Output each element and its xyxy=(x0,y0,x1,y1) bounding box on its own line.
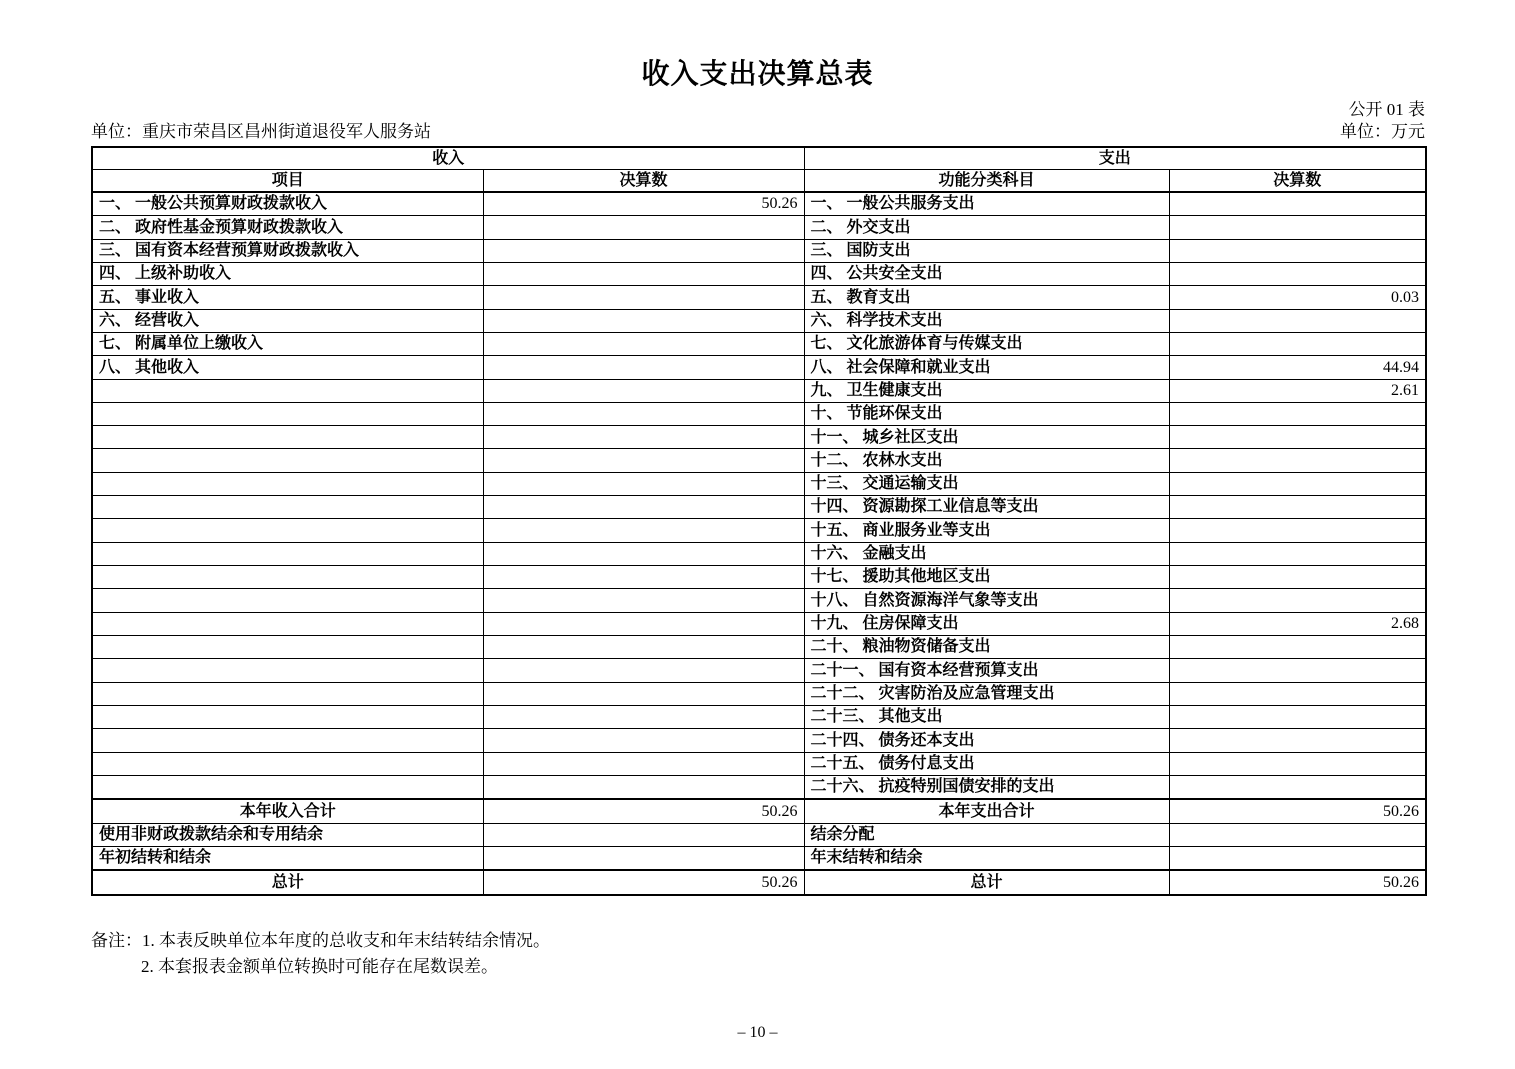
expense-summary-value: 50.26 xyxy=(1169,870,1426,895)
income-item-label xyxy=(92,752,483,775)
table-row xyxy=(92,216,1426,239)
expense-item-label: 六、 科学技术支出 xyxy=(804,309,1169,332)
expense-item-label: 十六、 金融支出 xyxy=(804,542,1169,565)
expense-item-label: 十七、 援助其他地区支出 xyxy=(804,566,1169,589)
expense-value xyxy=(1169,216,1426,239)
table-row xyxy=(92,589,1426,612)
expense-value: 2.61 xyxy=(1169,379,1426,402)
income-value xyxy=(483,752,804,775)
table-row xyxy=(92,332,1426,355)
expense-summary-value: 50.26 xyxy=(1169,799,1426,823)
expense-value xyxy=(1169,262,1426,285)
table-row xyxy=(92,682,1426,705)
income-item-label xyxy=(92,402,483,425)
column-header-item: 项目 xyxy=(92,170,483,193)
expense-item-label: 二十二、 灾害防治及应急管理支出 xyxy=(804,682,1169,705)
income-value xyxy=(483,216,804,239)
income-item-label xyxy=(92,589,483,612)
expense-item-label: 二、 外交支出 xyxy=(804,216,1169,239)
expense-section-header: 支出 xyxy=(804,147,1426,170)
income-value xyxy=(483,472,804,495)
income-value xyxy=(483,729,804,752)
expense-value xyxy=(1169,729,1426,752)
table-row xyxy=(92,752,1426,775)
expense-value xyxy=(1169,659,1426,682)
expense-item-label: 十一、 城乡社区支出 xyxy=(804,426,1169,449)
income-item-label xyxy=(92,705,483,728)
income-value xyxy=(483,589,804,612)
expense-item-label: 十、 节能环保支出 xyxy=(804,402,1169,425)
expense-summary-value xyxy=(1169,823,1426,846)
table-row xyxy=(92,705,1426,728)
income-item-label: 一、 一般公共预算财政拨款收入 xyxy=(92,192,483,216)
income-value xyxy=(483,542,804,565)
expense-item-label: 七、 文化旅游体育与传媒支出 xyxy=(804,332,1169,355)
income-value xyxy=(483,426,804,449)
income-item-label xyxy=(92,519,483,542)
unit-name-label: 单位：重庆市荣昌区昌州街道退役军人服务站 xyxy=(91,122,431,141)
expense-item-label: 十四、 资源勘探工业信息等支出 xyxy=(804,496,1169,519)
income-value: 50.26 xyxy=(483,192,804,216)
income-item-label xyxy=(92,542,483,565)
table-row xyxy=(92,496,1426,519)
expense-value xyxy=(1169,519,1426,542)
footnote-line-1: 备注：1. 本表反映单位本年度的总收支和年末结转结余情况。 xyxy=(91,931,550,950)
table-row xyxy=(92,309,1426,332)
expense-value xyxy=(1169,542,1426,565)
income-item-label xyxy=(92,659,483,682)
expense-value xyxy=(1169,752,1426,775)
expense-value xyxy=(1169,402,1426,425)
expense-item-label: 十八、 自然资源海洋气象等支出 xyxy=(804,589,1169,612)
income-item-label xyxy=(92,635,483,658)
expense-item-label: 八、 社会保障和就业支出 xyxy=(804,356,1169,379)
expense-item-label: 十五、 商业服务业等支出 xyxy=(804,519,1169,542)
expense-item-label: 二十、 粮油物资储备支出 xyxy=(804,635,1169,658)
footnotes xyxy=(91,928,550,980)
table-row xyxy=(92,659,1426,682)
expense-summary-label: 结余分配 xyxy=(804,823,1169,846)
expense-item-label: 二十三、 其他支出 xyxy=(804,705,1169,728)
table-summary-row xyxy=(92,846,1426,870)
income-section-header: 收入 xyxy=(92,147,804,170)
expense-item-label: 九、 卫生健康支出 xyxy=(804,379,1169,402)
income-item-label xyxy=(92,472,483,495)
expense-item-label: 一、 一般公共服务支出 xyxy=(804,192,1169,216)
expense-value xyxy=(1169,426,1426,449)
income-value xyxy=(483,332,804,355)
income-summary-label: 本年收入合计 xyxy=(92,799,483,823)
income-value xyxy=(483,612,804,635)
table-code-label: 公开 01 表 xyxy=(1348,100,1425,119)
expense-value xyxy=(1169,472,1426,495)
expense-summary-label: 总计 xyxy=(804,870,1169,895)
unit-info-row xyxy=(91,117,1425,142)
expense-value xyxy=(1169,705,1426,728)
page-number: – 10 – xyxy=(737,1024,778,1041)
income-item-label xyxy=(92,612,483,635)
expense-value xyxy=(1169,682,1426,705)
income-item-label xyxy=(92,682,483,705)
income-value xyxy=(483,566,804,589)
expense-value xyxy=(1169,589,1426,612)
table-row xyxy=(92,635,1426,658)
income-value xyxy=(483,635,804,658)
income-summary-value: 50.26 xyxy=(483,870,804,895)
unit-of-measure-label: 单位：万元 xyxy=(1340,122,1425,141)
income-value xyxy=(483,682,804,705)
income-item-label xyxy=(92,449,483,472)
income-value xyxy=(483,775,804,799)
expense-item-label: 十三、 交通运输支出 xyxy=(804,472,1169,495)
income-summary-label: 年初结转和结余 xyxy=(92,846,483,870)
expense-item-label: 十九、 住房保障支出 xyxy=(804,612,1169,635)
expense-item-label: 三、 国防支出 xyxy=(804,239,1169,262)
table-row xyxy=(92,262,1426,285)
income-value xyxy=(483,449,804,472)
income-item-label xyxy=(92,379,483,402)
income-item-label: 二、 政府性基金预算财政拨款收入 xyxy=(92,216,483,239)
income-value xyxy=(483,286,804,309)
income-item-label: 七、 附属单位上缴收入 xyxy=(92,332,483,355)
expense-value: 2.68 xyxy=(1169,612,1426,635)
table-row xyxy=(92,729,1426,752)
income-value xyxy=(483,705,804,728)
expense-item-label: 二十五、 债务付息支出 xyxy=(804,752,1169,775)
table-summary-row xyxy=(92,799,1426,823)
income-value xyxy=(483,402,804,425)
income-value xyxy=(483,239,804,262)
expense-item-label: 二十一、 国有资本经营预算支出 xyxy=(804,659,1169,682)
income-value xyxy=(483,519,804,542)
income-value xyxy=(483,659,804,682)
footnote-line-2: 2. 本套报表金额单位转换时可能存在尾数误差。 xyxy=(141,957,498,976)
income-value xyxy=(483,496,804,519)
expense-value xyxy=(1169,192,1426,216)
income-item-label: 八、 其他收入 xyxy=(92,356,483,379)
expense-summary-value xyxy=(1169,846,1426,870)
section-header-row xyxy=(92,147,1426,170)
expense-value: 44.94 xyxy=(1169,356,1426,379)
page-title: 收入支出决算总表 xyxy=(641,59,874,90)
table-row xyxy=(92,426,1426,449)
table-row xyxy=(92,239,1426,262)
income-summary-label: 总计 xyxy=(92,870,483,895)
table-summary-row xyxy=(92,870,1426,895)
income-value xyxy=(483,309,804,332)
income-item-label xyxy=(92,496,483,519)
income-item-label: 五、 事业收入 xyxy=(92,286,483,309)
table-row xyxy=(92,775,1426,799)
expense-item-label: 四、 公共安全支出 xyxy=(804,262,1169,285)
table-row xyxy=(92,356,1426,379)
expense-value xyxy=(1169,566,1426,589)
expense-value xyxy=(1169,309,1426,332)
expense-item-label: 十二、 农林水支出 xyxy=(804,449,1169,472)
table-row xyxy=(92,519,1426,542)
expense-item-label: 五、 教育支出 xyxy=(804,286,1169,309)
income-summary-value xyxy=(483,823,804,846)
income-item-label xyxy=(92,426,483,449)
income-item-label: 六、 经营收入 xyxy=(92,309,483,332)
income-value xyxy=(483,262,804,285)
income-value xyxy=(483,356,804,379)
table-row xyxy=(92,566,1426,589)
expense-item-label: 二十四、 债务还本支出 xyxy=(804,729,1169,752)
income-value xyxy=(483,379,804,402)
column-header-expense-amount: 决算数 xyxy=(1169,170,1426,193)
income-item-label: 四、 上级补助收入 xyxy=(92,262,483,285)
summary-table xyxy=(91,146,1427,896)
expense-summary-label: 年末结转和结余 xyxy=(804,846,1169,870)
table-row xyxy=(92,192,1426,216)
income-item-label xyxy=(92,775,483,799)
table-row xyxy=(92,472,1426,495)
expense-value xyxy=(1169,449,1426,472)
income-item-label xyxy=(92,566,483,589)
table-summary-row xyxy=(92,823,1426,846)
table-row xyxy=(92,612,1426,635)
table-row xyxy=(92,286,1426,309)
expense-value xyxy=(1169,635,1426,658)
income-item-label: 三、 国有资本经营预算财政拨款收入 xyxy=(92,239,483,262)
column-header-function-category: 功能分类科目 xyxy=(804,170,1169,193)
expense-value xyxy=(1169,239,1426,262)
expense-value xyxy=(1169,775,1426,799)
expense-summary-label: 本年支出合计 xyxy=(804,799,1169,823)
column-header-row xyxy=(92,170,1426,193)
income-summary-label: 使用非财政拨款结余和专用结余 xyxy=(92,823,483,846)
table-row xyxy=(92,449,1426,472)
table-row xyxy=(92,402,1426,425)
column-header-income-amount: 决算数 xyxy=(483,170,804,193)
income-summary-value xyxy=(483,846,804,870)
expense-value: 0.03 xyxy=(1169,286,1426,309)
expense-value xyxy=(1169,332,1426,355)
table-row xyxy=(92,379,1426,402)
table-row xyxy=(92,542,1426,565)
income-summary-value: 50.26 xyxy=(483,799,804,823)
income-item-label xyxy=(92,729,483,752)
expense-item-label: 二十六、 抗疫特别国债安排的支出 xyxy=(804,775,1169,799)
expense-value xyxy=(1169,496,1426,519)
